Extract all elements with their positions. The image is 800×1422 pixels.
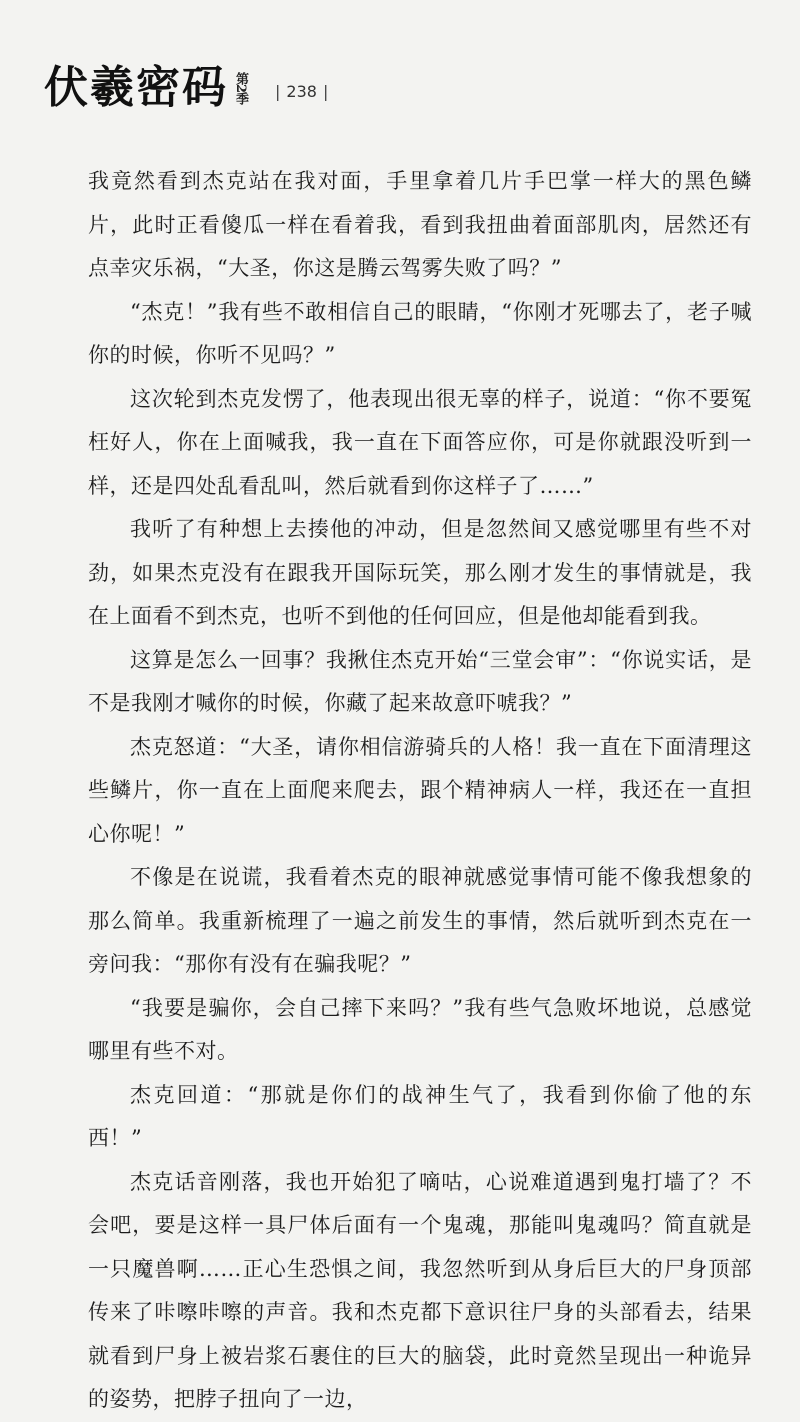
paragraph: 我竟然看到杰克站在我对面，手里拿着几片手巴掌一样大的黑色鳞片，此时正看傻瓜一样在看着我，看到我扭曲着面部肌肉，居然还有点幸灾乐祸，“大圣，你这是腾云驾雾失败了吗？” — [88, 169, 752, 280]
page-number: 238 — [286, 82, 317, 101]
book-title: 伏羲密码 — [44, 62, 228, 113]
paragraph: 我听了有种想上去揍他的冲动，但是忽然间又感觉哪里有些不对劲，如果杰克没有在跟我开国际玩笑，那么刚才发生的事情就是，我在上面看不到杰克，也听不到他的任何回应，但是他却能看到我。 — [88, 517, 752, 628]
paragraph: “我要是骗你，会自己摔下来吗？”我有些气急败坏地说，总感觉哪里有些不对。 — [88, 995, 752, 1063]
page-number-box — [269, 84, 334, 100]
paragraph: 这算是怎么一回事？我揪住杰克开始“三堂会审”：“你说实话，是不是我刚才喊你的时候，你藏了起来故意吓唬我？” — [88, 647, 752, 715]
season-label: 第2季 — [233, 71, 248, 104]
paragraph: 杰克怒道：“大圣，请你相信游骑兵的人格！我一直在下面清理这些鳞片，你一直在上面爬来爬去，跟个精神病人一样，我还在一直担心你呢！” — [88, 734, 752, 846]
page-header — [44, 40, 334, 113]
paragraph: 杰克回道：“那就是你们的战神生气了，我看到你偷了他的东西！” — [88, 1082, 752, 1150]
divider-right: | — [322, 82, 329, 101]
paragraph: “杰克！”我有些不敢相信自己的眼睛，“你刚才死哪去了，老子喊你的时候，你听不见吗？” — [88, 299, 752, 367]
divider-left: | — [275, 82, 281, 101]
paragraph: 杰克话音刚落，我也开始犯了嘀咕，心说难道遇到鬼打墙了？不会吧，要是这样一具尸体后面有一个鬼魂，那能叫鬼魂吗？简直就是一只魔兽啊……正心生恐惧之间，我忽然听到从身后巨大的尸身顶部传来了咔嚓咔嚓的声音。我和杰克都下意识往尸身的头部看去，结果就看到尸身上被岩浆石裹住的巨大的脑袋，此时竟然呈现出一种诡异的姿势，把脖子扭向了一边， — [88, 1169, 752, 1411]
body-text — [88, 160, 752, 1422]
paragraph: 不像是在说谎，我看着杰克的眼神就感觉事情可能不像我想象的那么简单。我重新梳理了一遍之前发生的事情，然后就听到杰克在一旁问我：“那你有没有在骗我呢？” — [88, 865, 752, 976]
paragraph: 这次轮到杰克发愣了，他表现出很无辜的样子，说道：“你不要冤枉好人，你在上面喊我，我一直在下面答应你，可是你就跟没听到一样，还是四处乱看乱叫，然后就看到你这样子了……” — [88, 386, 752, 498]
